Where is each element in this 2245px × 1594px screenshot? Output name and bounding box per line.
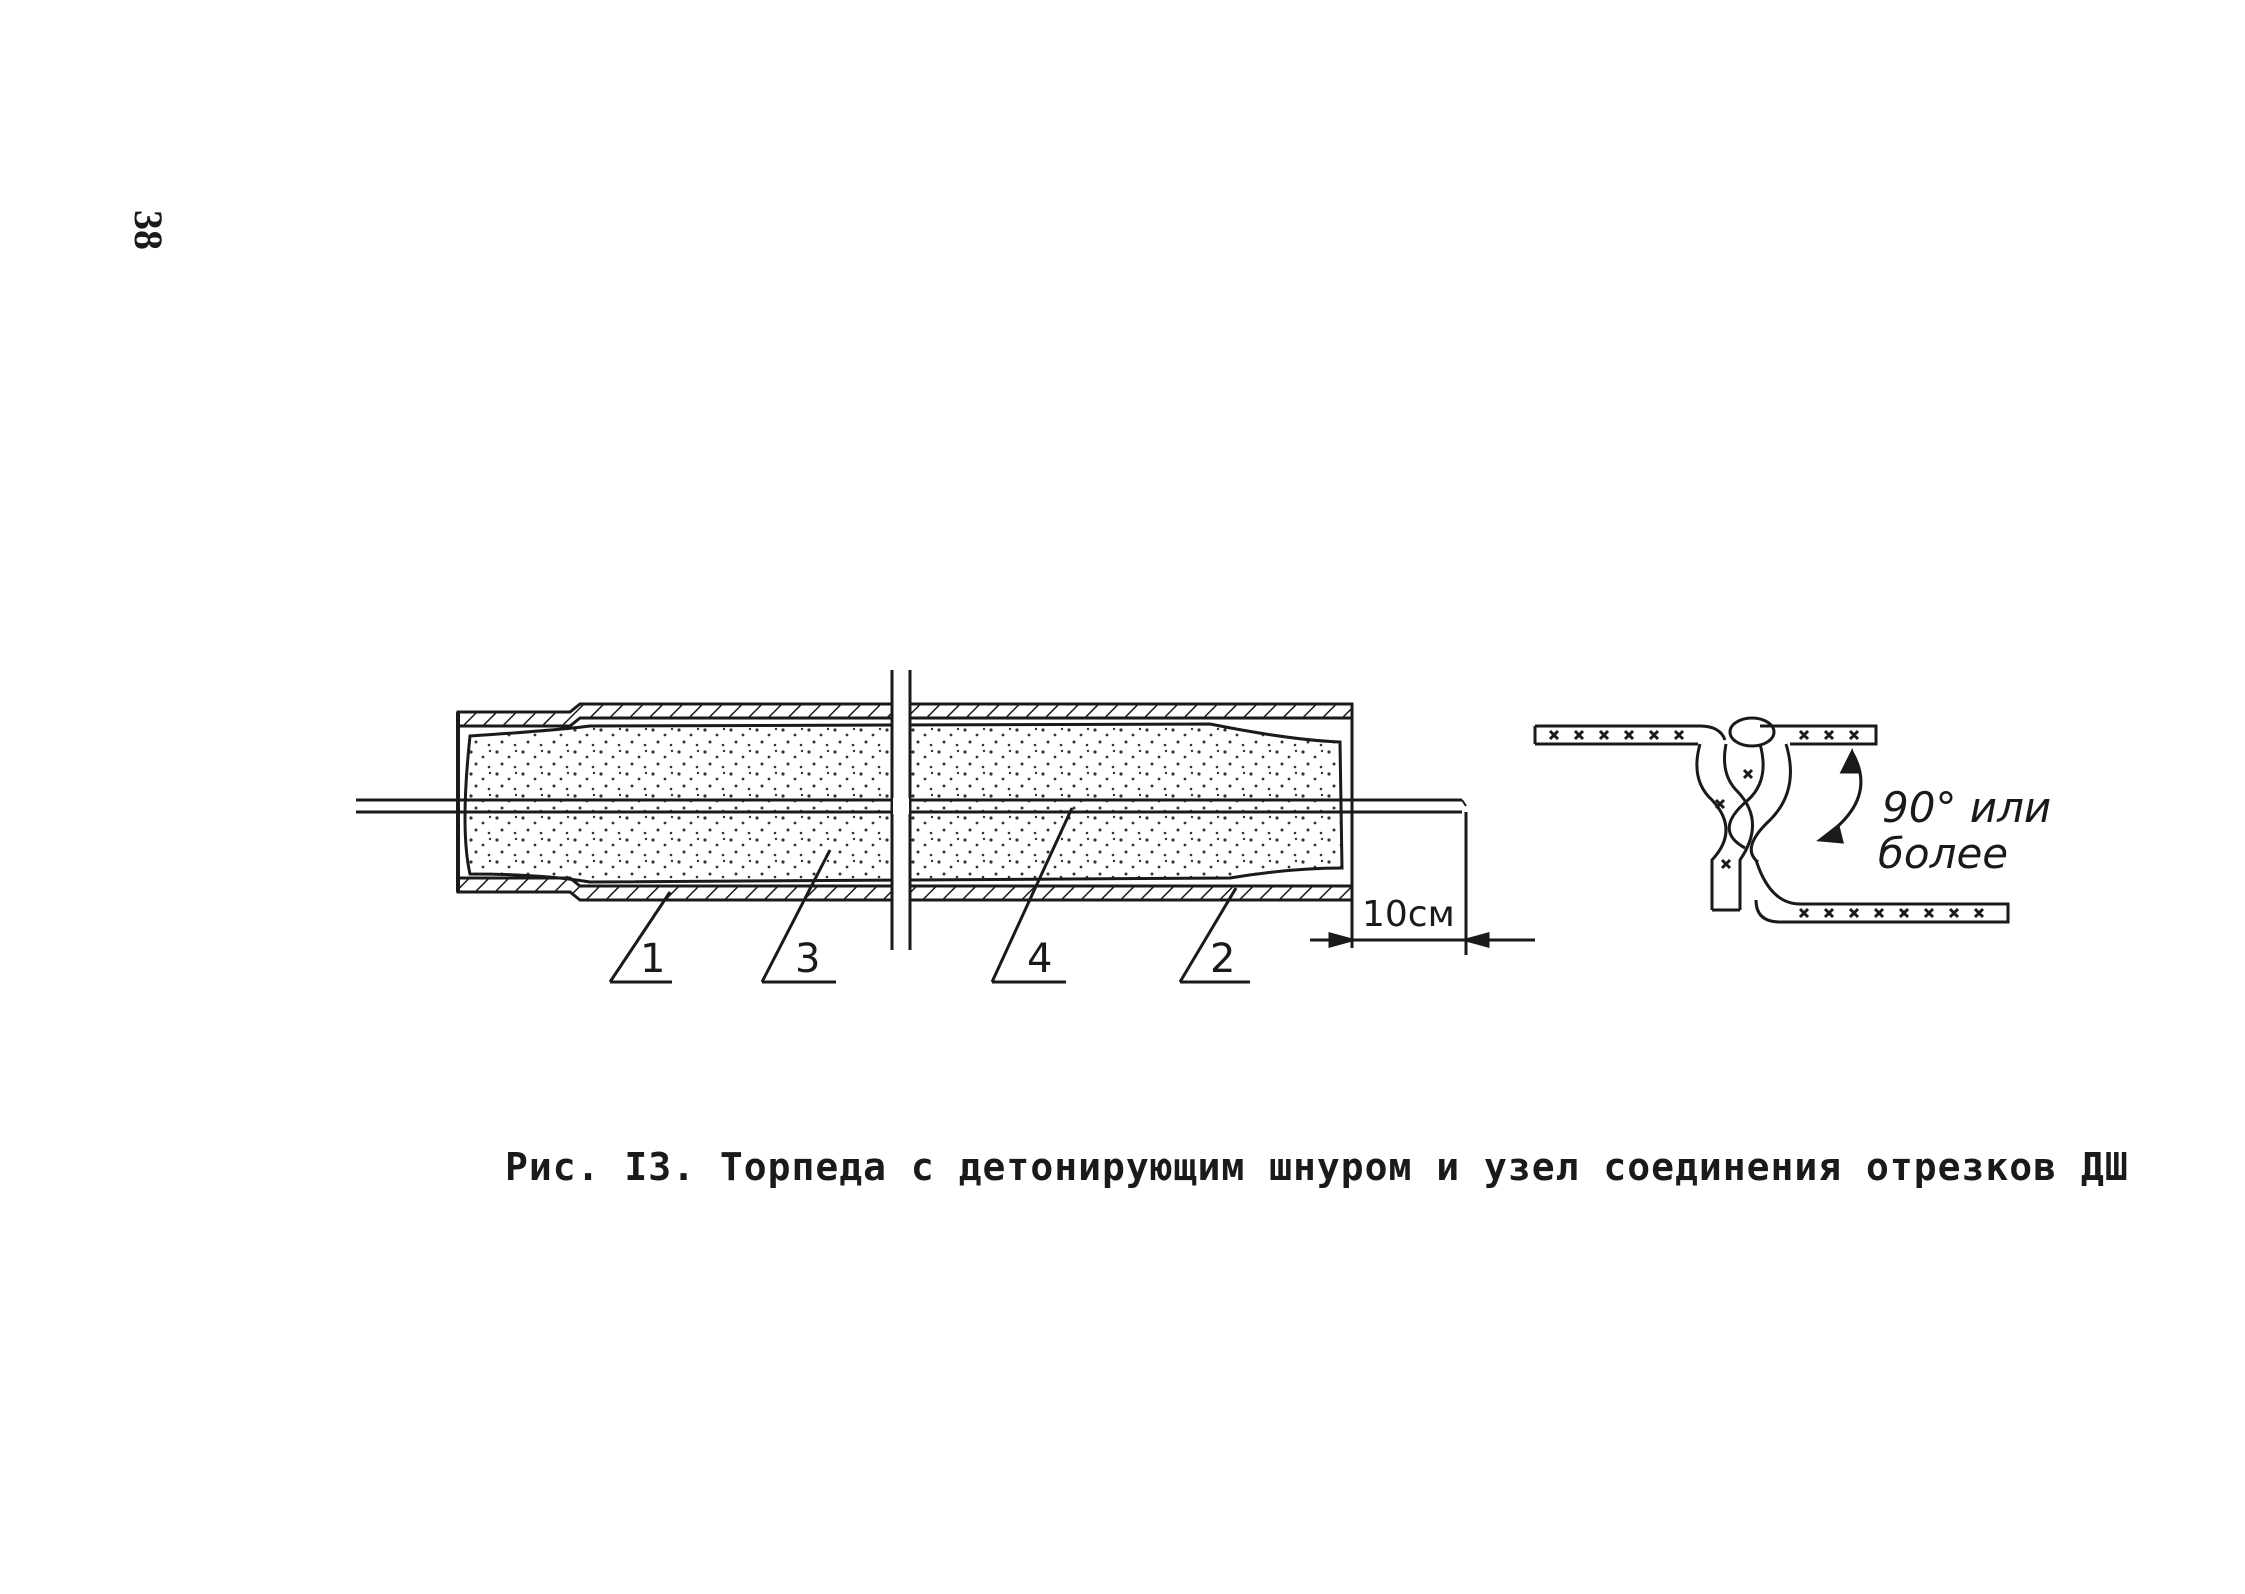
callout-3: 3 <box>795 936 821 982</box>
callout-2: 2 <box>1210 936 1236 982</box>
dimension-label: 10см <box>1362 894 1455 935</box>
callout-4: 4 <box>1027 936 1053 982</box>
angle-label-line2: более <box>1878 829 2009 878</box>
page-number: 38 <box>126 210 171 250</box>
figure-caption: Рис. I3. Торпеда с детонирующим шнуром и узел соединения отрезков ДШ <box>505 1145 2129 1189</box>
callout-1: 1 <box>640 936 666 982</box>
angle-arc <box>1820 752 1861 842</box>
angle-label-line1: 90° или <box>1882 783 2052 832</box>
